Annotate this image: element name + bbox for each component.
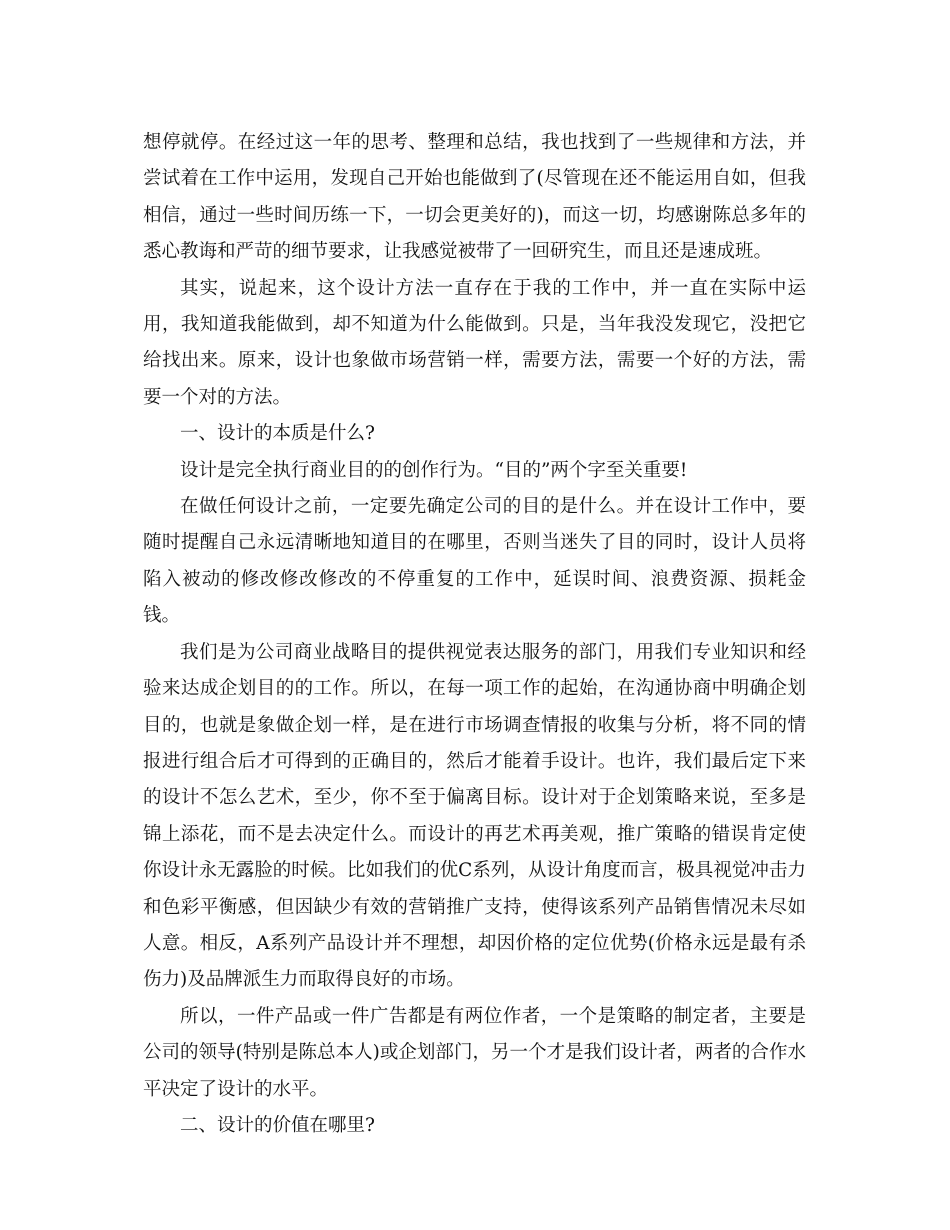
section-heading-1: 一、设计的本质是什么? — [180, 423, 375, 445]
document-body — [143, 125, 806, 1144]
paragraph-method: 其实，说起来，这个设计方法一直存在于我的工作中，并一直在实际中运用，我知道我能做到，却不知道为什么能做到。只是，当年我没发现它，没把它给找出来。原来，设计也象做市场营销一样，需要方法，需要一个好的方法，需要一个对的方法。 — [143, 277, 806, 408]
paragraph-definition: 设计是完全执行商业目的的创作行为。“目的”两个字至关重要! — [180, 459, 688, 481]
paragraph-continuation: 想停就停。在经过这一年的思考、整理和总结，我也找到了一些规律和方法，并尝试着在工作中运用，发现自己开始也能做到了(尽管现在还不能运用自如，但我相信，通过一些时间历练一下，一切会更美好的)，而这一切，均感谢陈总多年的悉心教诲和严苛的细节要求，让我感觉被带了一回研究生，而且还是速成班。 — [143, 132, 806, 263]
paragraph-purpose: 在做任何设计之前，一定要先确定公司的目的是什么。并在设计工作中，要随时提醒自己永远清晰地知道目的在哪里，否则当迷失了目的同时，设计人员将陷入被动的修改修改修改的不停重复的工作中，延误时间、浪费资源、损耗金钱。 — [143, 496, 806, 627]
paragraph-strategy: 我们是为公司商业战略目的提供视觉表达服务的部门，用我们专业知识和经验来达成企划目的的工作。所以，在每一项工作的起始，在沟通协商中明确企划目的，也就是象做企划一样，是在进行市场调查情报的收集与分析，将不同的情报进行组合后才可得到的正确目的，然后才能着手设计。也许，我们最后定下来的设计不怎么艺术，至少，你不至于偏离目标。设计对于企划策略来说，至多是锦上添花，而不是去决定什么。而设计的再艺术再美观，推广策略的错误肯定使你设计永无露脸的时候。比如我们的优C系列，从设计角度而言，极具视觉冲击力和色彩平衡感，但因缺少有效的营销推广支持，使得该系列产品销售情况未尽如人意。相反，A系列产品设计并不理想，却因价格的定位优势(价格永远是最有杀伤力)及品牌派生力而取得良好的市场。 — [143, 641, 806, 991]
paragraph-authors: 所以，一件产品或一件广告都是有两位作者，一个是策略的制定者，主要是公司的领导(特别是陈总本人)或企划部门，另一个才是我们设计者，两者的合作水平决定了设计的水平。 — [143, 1005, 806, 1100]
section-heading-2: 二、设计的价值在哪里? — [180, 1114, 375, 1136]
